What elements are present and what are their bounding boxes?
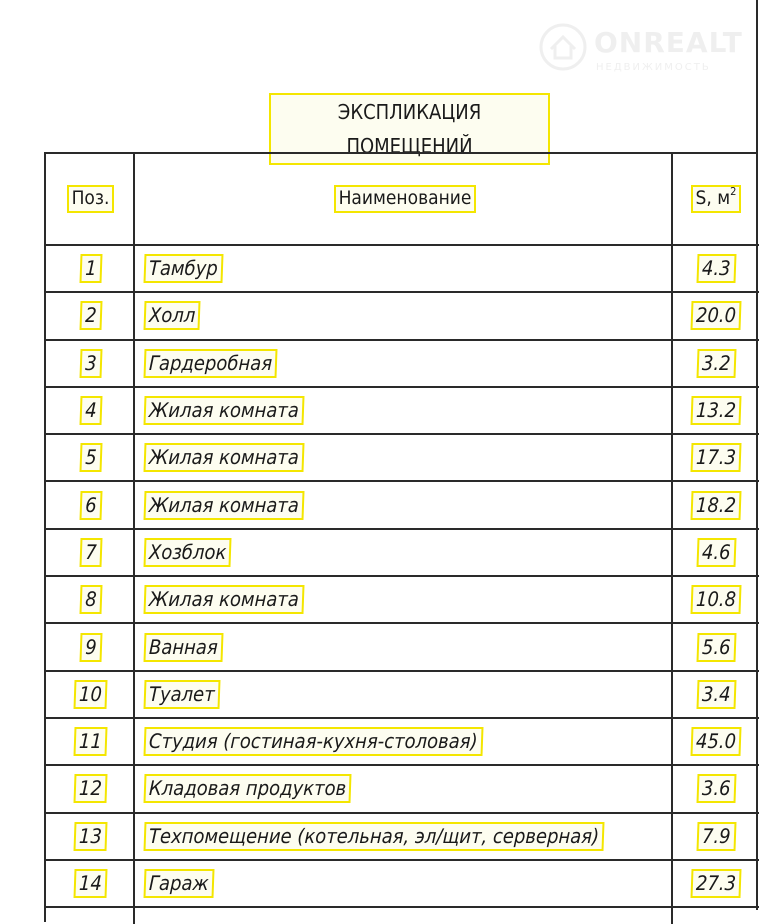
pos-cell: [46, 672, 135, 717]
row-area: 20.0: [693, 303, 740, 328]
name-cell: [137, 672, 673, 717]
house-logo-icon: [538, 22, 588, 72]
name-cell: [137, 388, 673, 433]
row-name: Техпомещение (котельная, эл/щит, серверная): [146, 824, 603, 849]
row-name: Ванная: [146, 635, 222, 660]
table-row: [46, 435, 759, 482]
row-area: 18.2: [693, 493, 740, 518]
row-pos: 10: [76, 682, 106, 707]
row-pos: 9: [81, 635, 100, 660]
row-name: Студия (гостиная-кухня-столовая): [146, 729, 481, 754]
pos-cell: [46, 388, 135, 433]
row-name: Холл: [146, 303, 199, 328]
table-row: [46, 672, 759, 719]
row-pos: 2: [81, 303, 100, 328]
row-pos: 1: [81, 256, 100, 281]
name-cell: [137, 719, 673, 764]
row-pos: 12: [76, 776, 106, 801]
name-cell: [137, 624, 673, 669]
table-row: [46, 861, 759, 908]
row-pos: 6: [81, 493, 100, 518]
row-area: 17.3: [693, 445, 740, 470]
pos-cell: [46, 293, 135, 338]
pos-cell: [46, 435, 135, 480]
header-pos: Поз.: [69, 187, 113, 211]
name-cell: [137, 483, 673, 528]
row-pos: 7: [81, 540, 100, 565]
row-pos: 4: [81, 398, 100, 423]
row-name: Жилая комната: [146, 398, 303, 423]
pos-cell: [46, 814, 135, 859]
row-name: Гардеробная: [146, 351, 276, 376]
row-pos: 14: [76, 871, 106, 896]
pos-cell: [46, 530, 135, 575]
row-area: 27.3: [693, 871, 740, 896]
header-pos-cell: [46, 154, 135, 244]
row-area: 45.0: [693, 729, 740, 754]
pos-cell: [46, 577, 135, 622]
table-row: [46, 624, 759, 671]
table-row: [46, 814, 759, 861]
watermark: [538, 22, 753, 78]
row-area: 10.8: [693, 587, 740, 612]
area-cell: [673, 435, 759, 480]
row-area: 7.9: [698, 824, 733, 849]
name-cell: [137, 246, 673, 291]
row-pos: 13: [76, 824, 106, 849]
name-cell: [137, 766, 673, 811]
row-name: Жилая комната: [146, 587, 303, 612]
table-row: [46, 577, 759, 624]
row-area: 13.2: [693, 398, 740, 423]
area-cell: [673, 577, 759, 622]
area-cell: [673, 530, 759, 575]
pos-cell: [46, 861, 135, 906]
pos-cell: [46, 719, 135, 764]
header-area: [693, 187, 740, 211]
row-area: 3.4: [698, 682, 733, 707]
row-area: 4.6: [698, 540, 733, 565]
row-pos: 11: [76, 729, 106, 754]
table-row: [46, 388, 759, 435]
table-row: [46, 766, 759, 813]
header-name-cell: [137, 154, 673, 244]
area-cell: [673, 388, 759, 433]
row-name: Жилая комната: [146, 493, 303, 518]
area-cell: [673, 766, 759, 811]
table-row: [46, 341, 759, 388]
row-name: Кладовая продуктов: [146, 776, 350, 801]
header-name: Наименование: [336, 187, 475, 211]
name-cell: [137, 814, 673, 859]
pos-cell: [46, 624, 135, 669]
area-cell: [673, 341, 759, 386]
header-area-sup: 2: [730, 185, 737, 199]
row-pos: 8: [81, 587, 100, 612]
watermark-brand: ONREALT: [594, 26, 743, 59]
area-cell: [673, 624, 759, 669]
table-header-row: [46, 154, 759, 246]
header-area-label: S, м: [695, 187, 731, 210]
name-cell: [137, 861, 673, 906]
name-cell: [137, 577, 673, 622]
row-name: Туалет: [146, 682, 219, 707]
table-row: [46, 293, 759, 340]
area-cell: [673, 246, 759, 291]
row-name: Хозблок: [146, 540, 230, 565]
explication-table: [44, 152, 757, 922]
header-area-cell: [673, 154, 759, 244]
row-pos: 5: [81, 445, 100, 470]
row-area: 3.6: [698, 776, 733, 801]
name-cell: [137, 530, 673, 575]
row-area: 4.3: [698, 256, 733, 281]
area-cell: [673, 814, 759, 859]
area-cell: [673, 861, 759, 906]
table-row: [46, 246, 759, 293]
area-cell: [673, 672, 759, 717]
pos-cell: [46, 246, 135, 291]
table-row: [46, 530, 759, 577]
table-row: [46, 483, 759, 530]
area-cell: [673, 293, 759, 338]
area-cell: [673, 483, 759, 528]
row-pos: 3: [81, 351, 100, 376]
row-area: 5.6: [698, 635, 733, 660]
name-cell: [137, 341, 673, 386]
name-cell: [137, 293, 673, 338]
document-title: [271, 95, 548, 158]
name-cell: [137, 435, 673, 480]
area-cell: [673, 719, 759, 764]
title-text: ЭКСПЛИКАЦИЯ ПОМЕЩЕНИЙ: [271, 95, 548, 163]
pos-cell: [46, 766, 135, 811]
pos-cell: [46, 341, 135, 386]
row-area: 3.2: [698, 351, 733, 376]
pos-cell: [46, 483, 135, 528]
table-row: [46, 719, 759, 766]
row-name: Тамбур: [146, 256, 222, 281]
row-name: Жилая комната: [146, 445, 303, 470]
watermark-subtitle: НЕДВИЖИМОСТЬ: [596, 62, 711, 73]
row-name: Гараж: [146, 871, 213, 896]
